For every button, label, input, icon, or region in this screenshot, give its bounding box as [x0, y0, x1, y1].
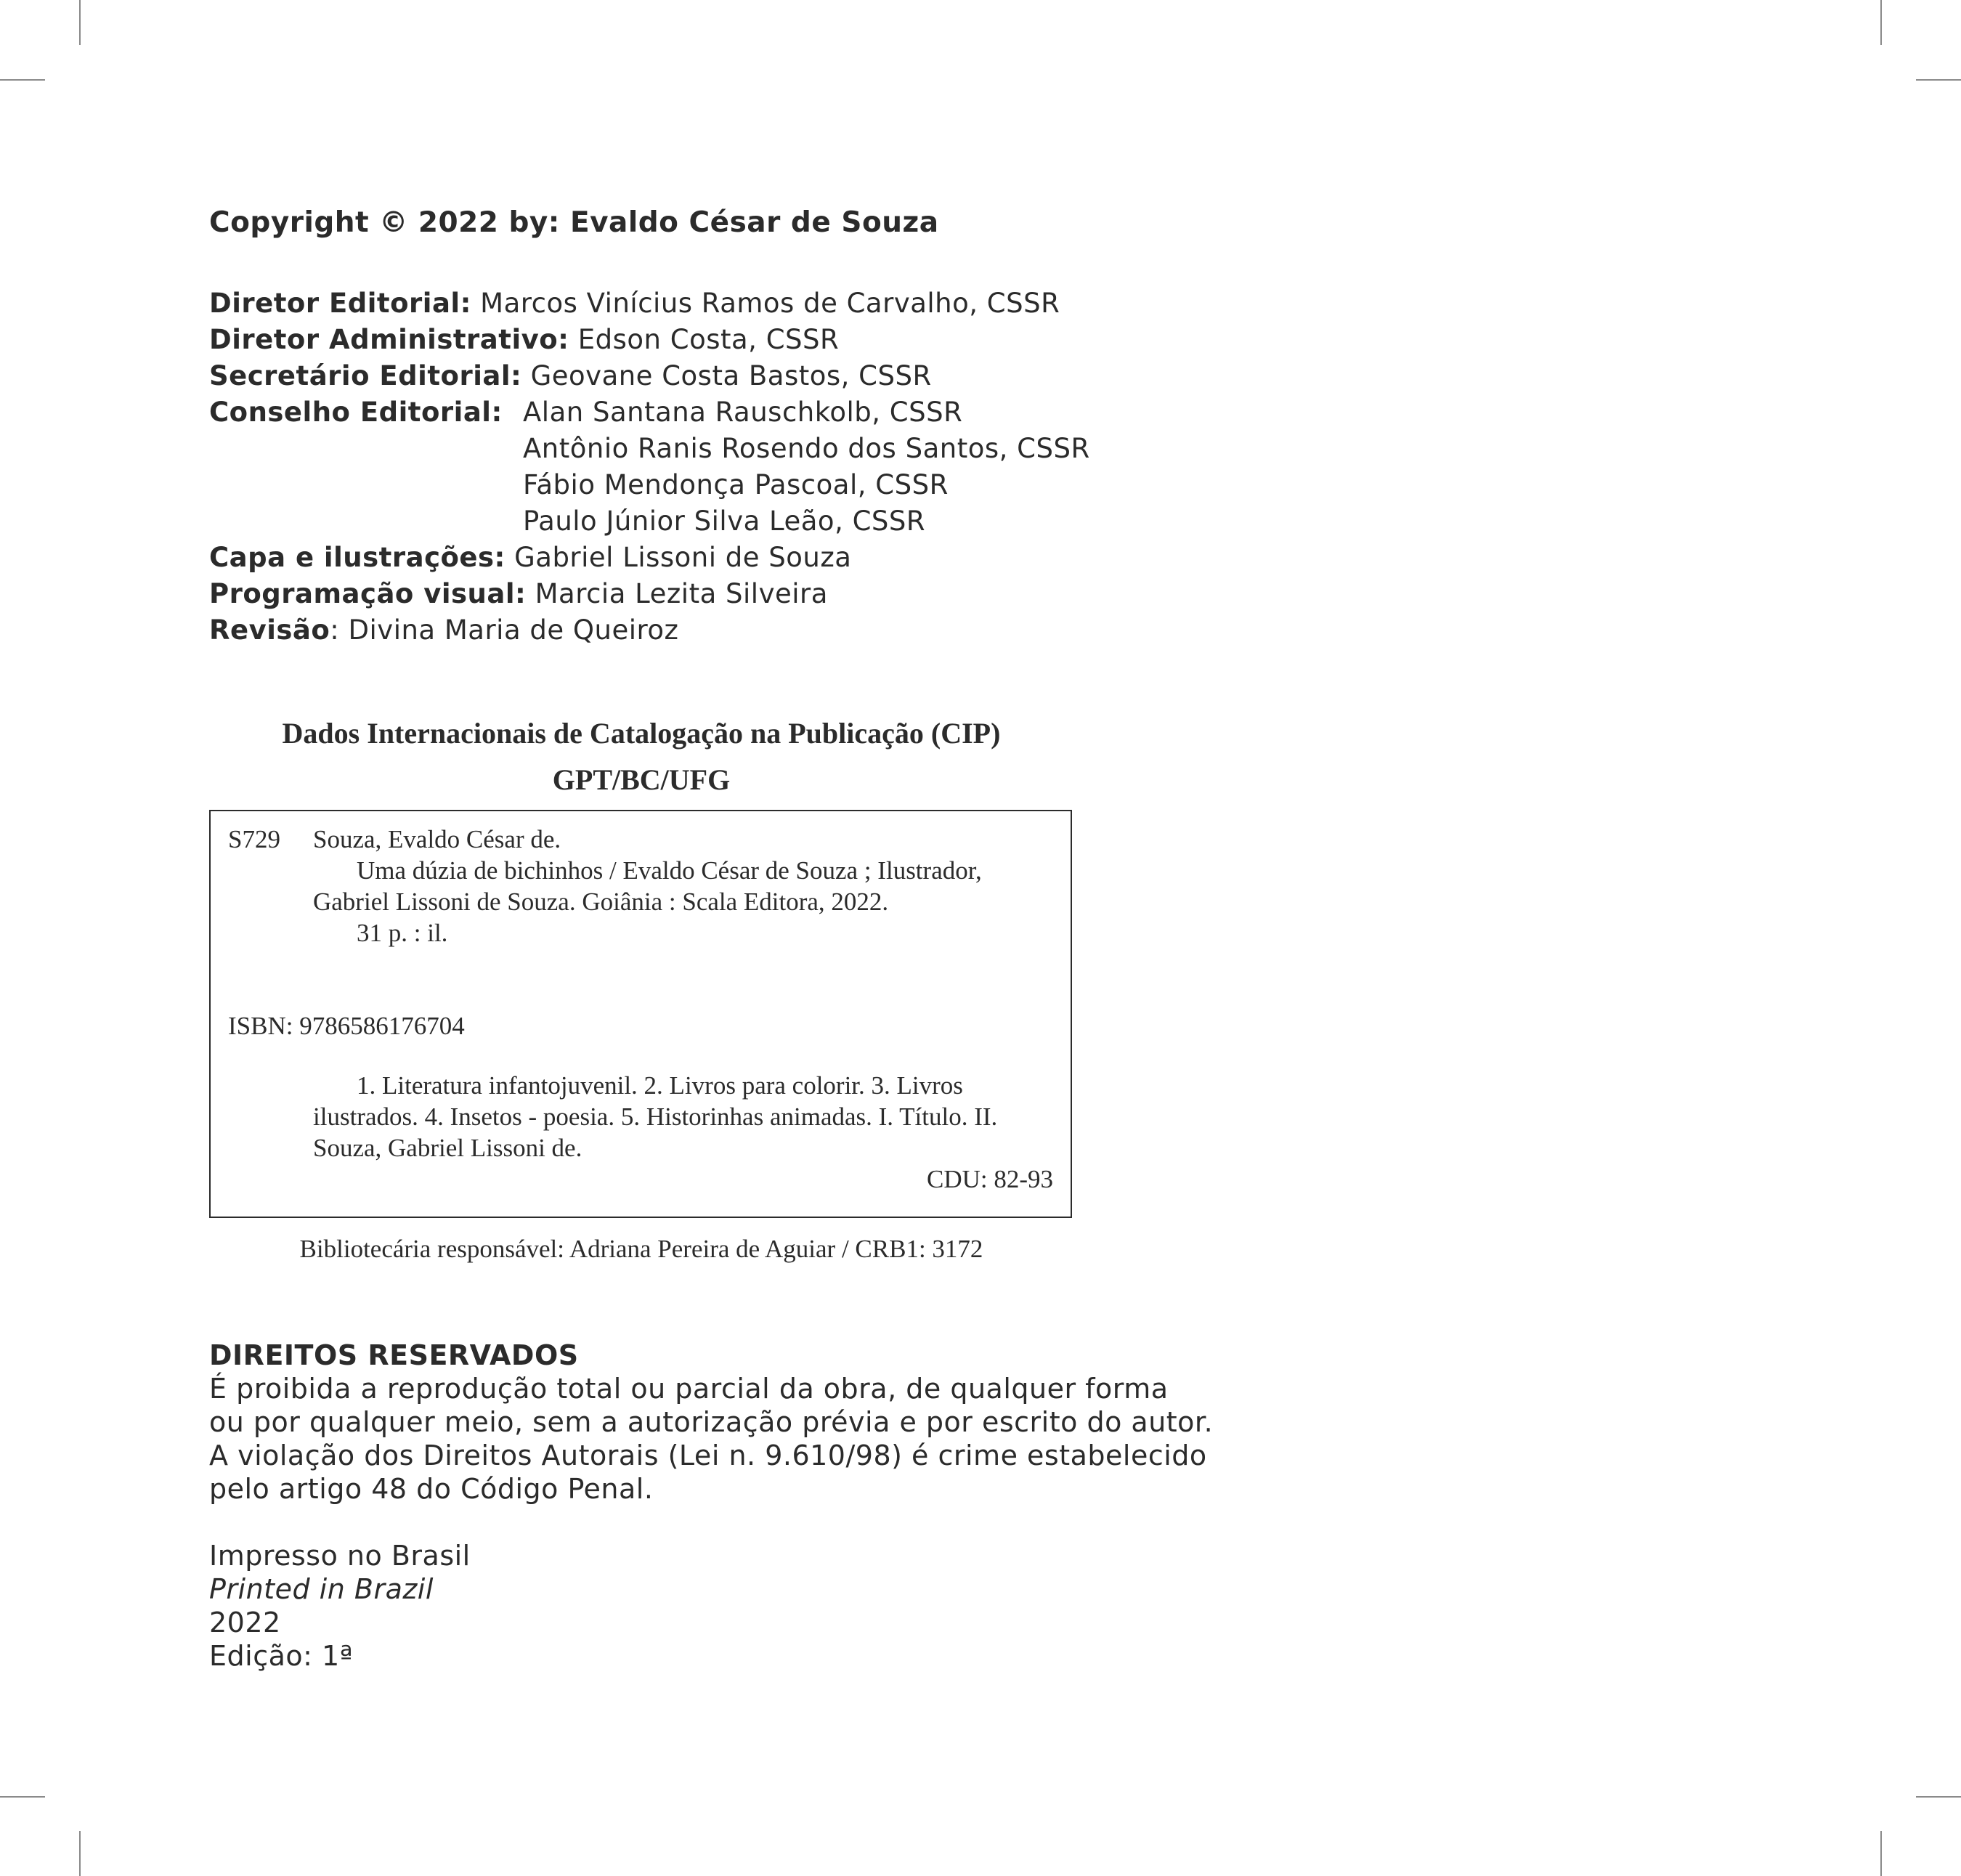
cip-subject-line: Souza, Gabriel Lissoni de. — [313, 1134, 582, 1162]
cip-subjects — [313, 1070, 1047, 1164]
crop-mark — [1916, 79, 1961, 81]
credit-label: Conselho Editorial: — [209, 397, 503, 428]
credit-value: Gabriel Lissoni de Souza — [514, 542, 852, 573]
council-member: Antônio Ranis Rosendo dos Santos, CSSR — [523, 433, 1090, 464]
rights-line: pelo artigo 48 do Código Penal. — [209, 1473, 654, 1505]
credit-secretary — [209, 358, 1060, 394]
rights-line: ou por qualquer meio, sem a autorização prévia e por escrito do autor. — [209, 1406, 1214, 1438]
credit-value: Marcia Lezita Silveira — [535, 578, 828, 609]
rights-heading: DIREITOS RESERVADOS — [209, 1339, 579, 1371]
imprint-block — [209, 1539, 471, 1673]
cip-record-box — [209, 810, 1072, 1218]
cip-isbn: ISBN: 9786586176704 — [228, 1012, 465, 1040]
credit-label: Diretor Editorial: — [209, 288, 471, 319]
cip-pages: 31 p. : il. — [357, 919, 448, 947]
credit-director-admin — [209, 322, 1060, 358]
credit-value: Geovane Costa Bastos, CSSR — [530, 360, 932, 391]
rights-line: A violação dos Direitos Autorais (Lei n. 9.610/98) é crime estabelecido — [209, 1440, 1207, 1471]
credit-director-editorial — [209, 285, 1060, 322]
printed-en: Printed in Brazil — [209, 1573, 434, 1605]
credit-value: Edson Costa, CSSR — [577, 324, 840, 355]
credit-label: Programação visual: — [209, 578, 527, 609]
credit-visual — [209, 576, 1060, 612]
credit-cover — [209, 540, 1060, 576]
cip-subject-line: ilustrados. 4. Insetos - poesia. 5. Historinhas animadas. I. Título. II. — [313, 1103, 998, 1131]
copyright-line: Copyright © 2022 by: Evaldo César de Souza — [209, 206, 939, 239]
council-member: Fábio Mendonça Pascoal, CSSR — [523, 469, 949, 500]
credit-value: : Divina Maria de Queiroz — [330, 614, 679, 646]
credit-label: Secretário Editorial: — [209, 360, 522, 391]
credit-label: Capa e ilustrações: — [209, 542, 506, 573]
credit-label: Revisão — [209, 614, 330, 646]
credits-block — [209, 285, 1090, 649]
edition: Edição: 1ª — [209, 1640, 354, 1672]
crop-mark — [1880, 0, 1882, 45]
rights-line: É proibida a reprodução total ou parcial da obra, de qualquer forma — [209, 1373, 1169, 1405]
cip-author: Souza, Evaldo César de. — [313, 825, 561, 853]
council-member: Paulo Júnior Silva Leão, CSSR — [523, 505, 926, 537]
credit-review — [209, 612, 1060, 649]
crop-mark — [79, 0, 81, 45]
crop-mark — [79, 1831, 81, 1876]
crop-mark — [1916, 1796, 1961, 1798]
crop-mark — [0, 79, 45, 81]
credit-label: Diretor Administrativo: — [209, 324, 569, 355]
cip-heading — [209, 710, 1073, 803]
crop-mark — [1880, 1831, 1882, 1876]
cip-title: Dados Internacionais de Catalogação na Publicação (CIP) — [282, 717, 1001, 750]
year: 2022 — [209, 1607, 281, 1639]
council-member: Alan Santana Rauschkolb, CSSR — [523, 397, 963, 428]
cip-entry-line: Gabriel Lissoni de Souza. Goiânia : Scala Editora, 2022. — [313, 888, 889, 916]
cip-cdu: CDU: 82-93 — [926, 1165, 1053, 1193]
council-members — [523, 394, 1090, 540]
printed-pt: Impresso no Brasil — [209, 1540, 471, 1572]
cip-entry — [313, 824, 1047, 949]
crop-mark — [0, 1796, 45, 1798]
cip-subject-line: 1. Literatura infantojuvenil. 2. Livros para colorir. 3. Livros — [357, 1071, 963, 1100]
cip-entry-line: Uma dúzia de bichinhos / Evaldo César de Souza ; Ilustrador, — [357, 856, 982, 885]
librarian-note: Bibliotecária responsável: Adriana Pereira de Aguiar / CRB1: 3172 — [299, 1235, 983, 1263]
credit-value: Marcos Vinícius Ramos de Carvalho, CSSR — [480, 288, 1060, 319]
rights-block — [209, 1339, 1213, 1506]
cip-code: S729 — [228, 825, 280, 853]
cip-subtitle: GPT/BC/UFG — [552, 763, 731, 796]
